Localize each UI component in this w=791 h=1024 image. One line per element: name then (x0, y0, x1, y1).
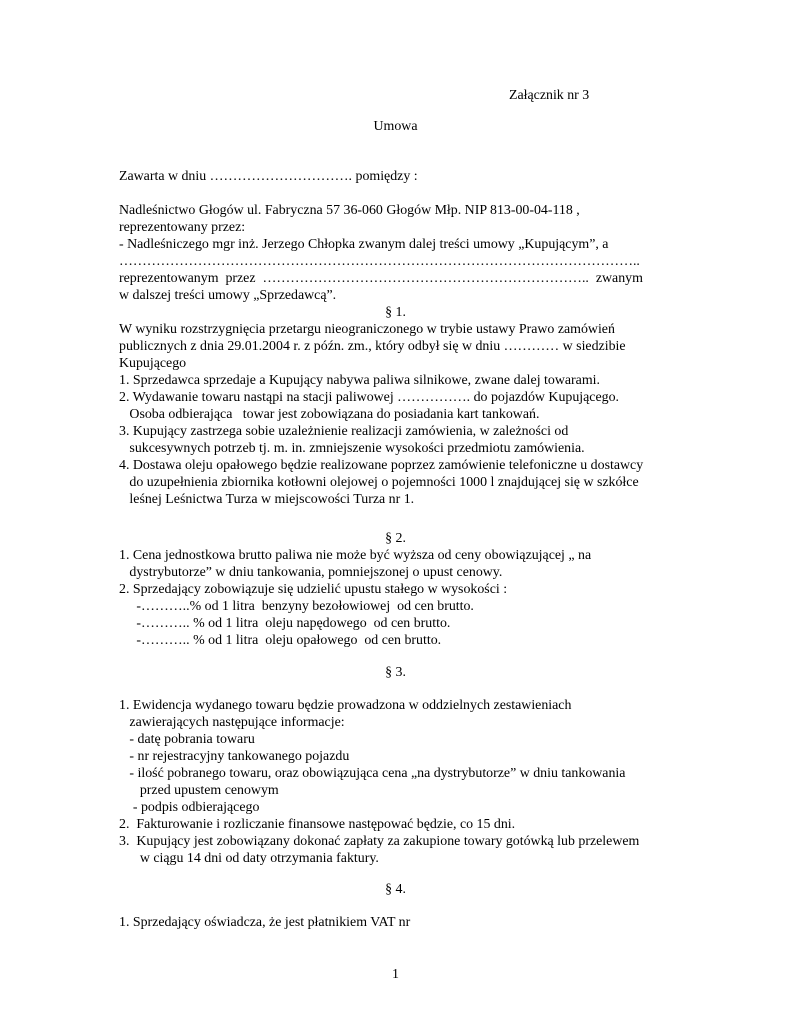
s3-line: w ciągu 14 dni od daty otrzymania faktury. (119, 851, 379, 866)
document-title: Umowa (373, 119, 418, 134)
s1-line: 1. Sprzedawca sprzedaje a Kupujący nabywa paliwa silnikowe, zwane dalej towarami. (119, 373, 600, 388)
s3-line: przed upustem cenowym (119, 783, 279, 798)
s1-line: 3. Kupujący zastrzega sobie uzależnienie realizacji zamówienia, w zależności od (119, 424, 569, 439)
intro-seller-name: w dalszej treści umowy „Sprzedawcą”. (119, 288, 337, 303)
intro-buyer-rep: - Nadleśniczego mgr inż. Jerzego Chłopka zwanym dalej treści umowy „Kupującym”, a (119, 237, 609, 252)
s1-line: do uzupełnienia zbiornika kotłowni olejowej o pojemności 1000 l znajdującej się w szkółce (119, 475, 639, 490)
s1-line: sukcesywnych potrzeb tj. m. in. zmniejszenie wysokości przedmiotu zamówienia. (119, 441, 585, 456)
page-number: 1 (392, 967, 399, 982)
intro-concluded: Zawarta w dniu …………………………. pomiędzy : (119, 169, 418, 184)
section-2-heading: § 2. (385, 531, 406, 546)
s3-line: - podpis odbierającego (119, 800, 260, 815)
s3-line: - datę pobrania towaru (119, 732, 255, 747)
intro-buyer: Nadleśnictwo Głogów ul. Fabryczna 57 36-060 Głogów Młp. NIP 813-00-04-118 , (119, 203, 580, 218)
s2-line: 1. Cena jednostkowa brutto paliwa nie może być wyższa od ceny obowiązującej „ na (119, 548, 592, 563)
s2-line: -……….. % od 1 litra oleju napędowego od cen brutto. (119, 616, 451, 631)
s1-line: leśnej Leśnictwa Turza w miejscowości Turza nr 1. (119, 492, 415, 507)
intro-seller-rep: reprezentowanym przez …………………………………………………………….. zwanym (119, 271, 643, 286)
s4-line: 1. Sprzedający oświadcza, że jest płatnikiem VAT nr (119, 915, 411, 930)
section-1-heading: § 1. (385, 305, 406, 320)
s2-line: -……….. % od 1 litra oleju opałowego od cen brutto. (119, 633, 442, 648)
s1-line: 2. Wydawanie towaru nastąpi na stacji paliwowej ……………. do pojazdów Kupującego. (119, 390, 620, 405)
s1-line: publicznych z dnia 29.01.2004 r. z późn. zm., który odbył się w dniu ………… w siedzibie (119, 339, 626, 354)
s2-line: -………..% od 1 litra benzyny bezołowiowej od cen brutto. (119, 599, 474, 614)
intro-represented: reprezentowany przez: (119, 220, 246, 235)
section-3-heading: § 3. (385, 665, 406, 680)
intro-dots: ………………………………………………………………………………………………….. (119, 254, 640, 269)
s3-line: 3. Kupujący jest zobowiązany dokonać zapłaty za zakupione towary gotówką lub przelewem (119, 834, 640, 849)
s3-line: zawierających następujące informacje: (119, 715, 345, 730)
s3-line: 2. Fakturowanie i rozliczanie finansowe następować będzie, co 15 dni. (119, 817, 516, 832)
s3-line: - ilość pobranego towaru, oraz obowiązująca cena „na dystrybutorze” w dniu tankowania (119, 766, 626, 781)
s3-line: 1. Ewidencja wydanego towaru będzie prowadzona w oddzielnych zestawieniach (119, 698, 572, 713)
s2-line: dystrybutorze” w dniu tankowania, pomniejszonej o upust cenowy. (119, 565, 503, 580)
section-4-heading: § 4. (385, 882, 406, 897)
s2-line: 2. Sprzedający zobowiązuje się udzielić upustu stałego w wysokości : (119, 582, 508, 597)
s1-line: Osoba odbierająca towar jest zobowiązana do posiadania kart tankowań. (119, 407, 540, 422)
attachment-label: Załącznik nr 3 (509, 88, 590, 103)
s3-line: - nr rejestracyjny tankowanego pojazdu (119, 749, 350, 764)
s1-line: W wyniku rozstrzygnięcia przetargu nieograniczonego w trybie ustawy Prawo zamówień (119, 322, 615, 337)
s1-line: Kupującego (119, 356, 187, 371)
s1-line: 4. Dostawa oleju opałowego będzie realizowane poprzez zamówienie telefoniczne u dostawcy (119, 458, 644, 473)
